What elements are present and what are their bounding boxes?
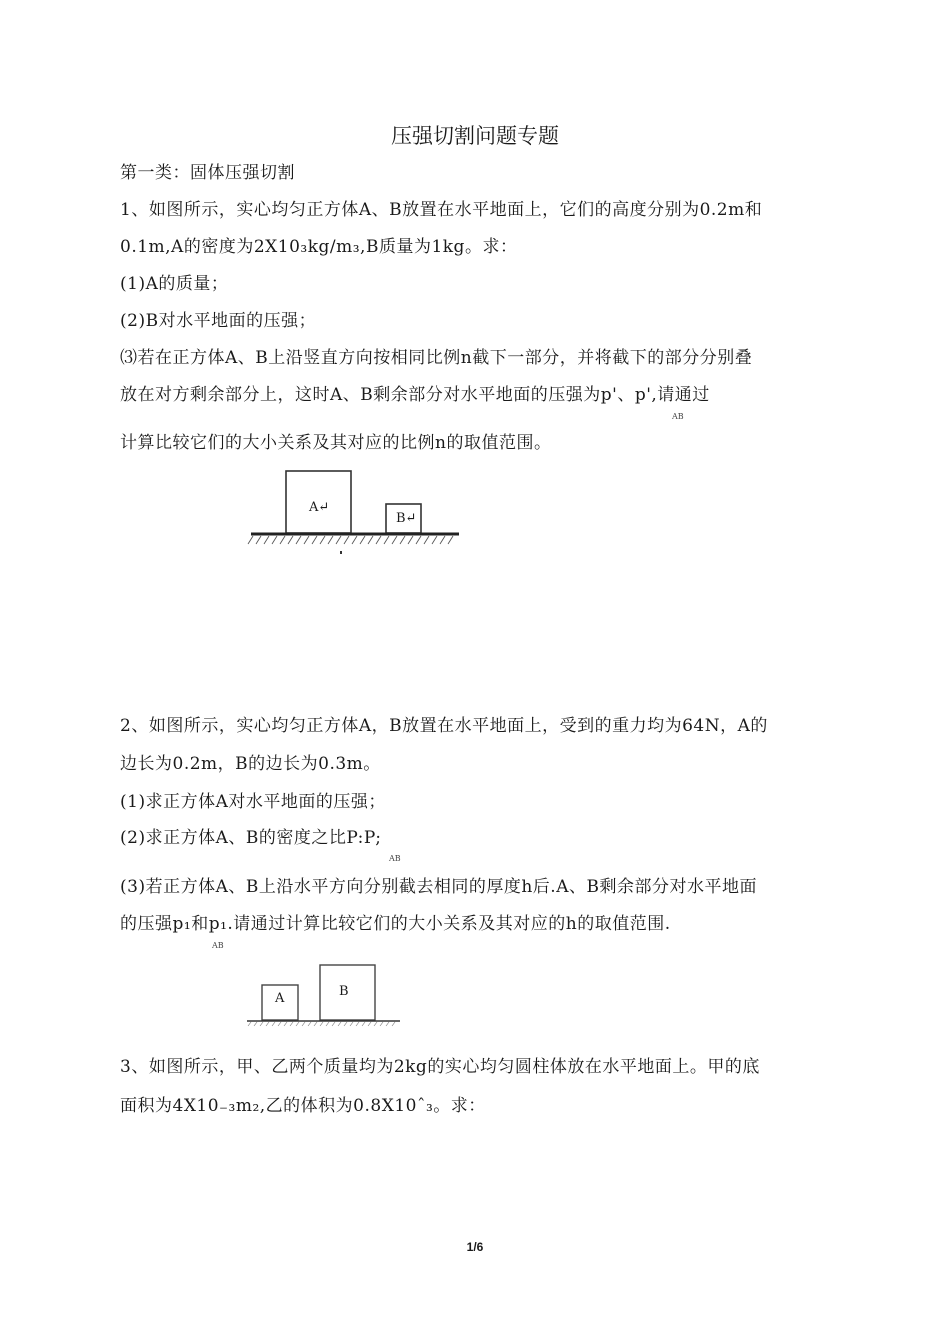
q2-label-b: B [339, 984, 349, 999]
q1-line-5: ⑶若在正方体A、B上沿竖直方向按相同比例n截下一部分，并将截下的部分分别叠 [120, 348, 753, 368]
q1-subscript: AB [672, 412, 684, 421]
q3-line-1: 3、如图所示，甲、乙两个质量均为2kg的实心均匀圆柱体放在水平地面上。甲的底 [120, 1057, 760, 1077]
q2-line-3: (1)求正方体A对水平地面的压强； [120, 792, 386, 812]
q1-line-2: 0.1m,A的密度为2X10₃kg/m₃,B质量为1kg。求： [120, 237, 518, 257]
q2-figure [245, 960, 405, 1030]
q1-line-3: (1)A的质量； [120, 274, 229, 294]
q1-figure [245, 465, 465, 560]
q2-ground-hatch [248, 1022, 395, 1026]
section-heading: 第一类：固体压强切割 [120, 163, 295, 183]
q2-line-4: (2)求正方体A、B的密度之比P:P; [120, 828, 382, 848]
q1-label-b: B↵ [396, 511, 417, 526]
q2-label-a: A [275, 991, 285, 1006]
q1-label-a: A↵ [309, 500, 330, 515]
q2-line-1: 2、如图所示，实心均匀正方体A，B放置在水平地面上，受到的重力均为64N，A的 [120, 716, 768, 736]
q3-line-2: 面积为4X10₋₃m₂,乙的体积为0.8X10ˆ₃。求： [120, 1096, 486, 1116]
q2-subscript-pressure: AB [212, 941, 224, 950]
q1-line-1: 1、如图所示，实心均匀正方体A、B放置在水平地面上，它们的高度分别为0.2m和 [120, 200, 763, 220]
q1-line-6: 放在对方剩余部分上，这时A、B剩余部分对水平地面的压强为p'、p',请通过 [120, 385, 710, 405]
q2-subscript-density: AB [389, 854, 401, 863]
page-title: 压强切割问题专题 [391, 124, 559, 148]
q2-line-2: 边长为0.2m，B的边长为0.3m。 [120, 754, 381, 774]
q1-line-7: 计算比较它们的大小关系及其对应的比例n的取值范围。 [120, 433, 552, 453]
q2-line-5: (3)若正方体A、B上沿水平方向分别截去相同的厚度h后.A、B剩余部分对水平地面 [120, 877, 757, 897]
q2-line-6: 的压强p₁和p₁.请通过计算比较它们的大小关系及其对应的h的取值范围. [120, 914, 671, 934]
q1-dot [340, 551, 342, 554]
q1-line-4: (2)B对水平地面的压强； [120, 311, 317, 331]
q1-ground-hatch [248, 536, 453, 544]
page-number: 1/6 [466, 1240, 484, 1254]
